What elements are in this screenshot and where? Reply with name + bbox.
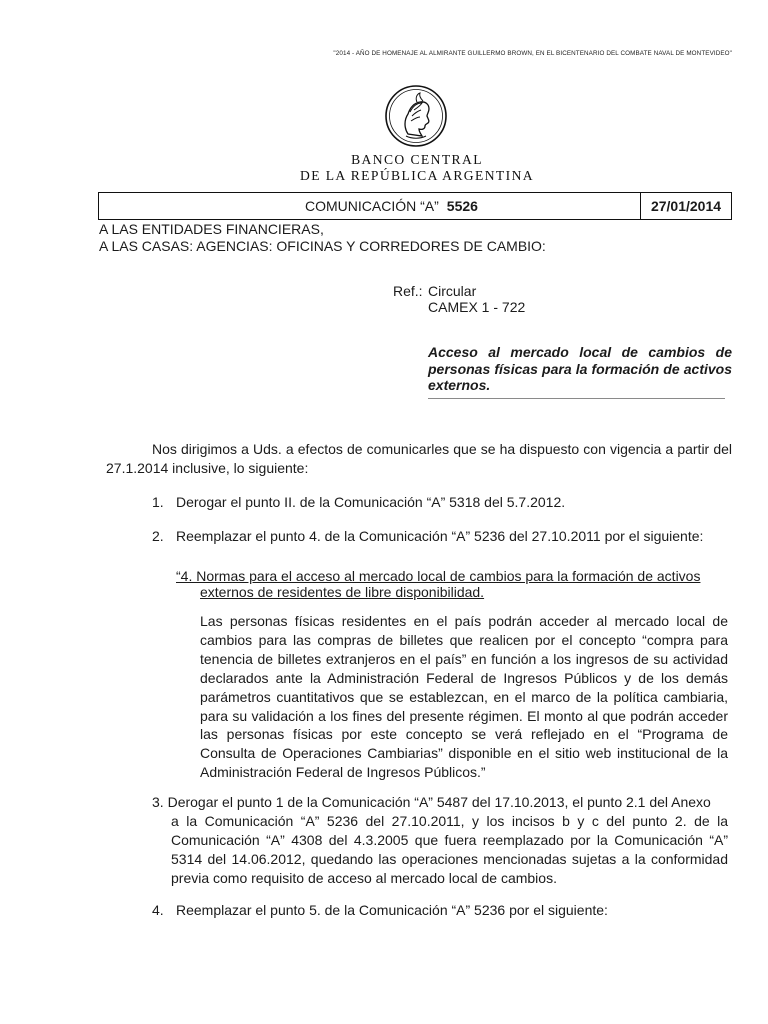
list-item-number: 4. xyxy=(152,902,164,918)
communication-box xyxy=(98,192,732,220)
list-item-text-continuation: a la Comunicación “A” 5236 del 27.10.2011, y los incisos b y c del punto 2. de la Comunicación “A” 4308 del 4.3.2005 que fuera reemplazado por la Comunicación “A” 5314 del 14.06.2012, quedando las operaciones mencionadas sujetas a la conformidad previa como requisito de acceso al mercado local de cambios. xyxy=(171,813,728,886)
commemorative-motto: "2014 - AÑO DE HOMENAJE AL ALMIRANTE GUILLERMO BROWN, EN EL BICENTENARIO DEL COMBATE NAVAL DE MONTEVIDEO" xyxy=(333,50,732,57)
list-item-text: Reemplazar el punto 4. de la Comunicación “A” 5236 del 27.10.2011 por el siguiente: xyxy=(176,528,704,544)
reference-line2: CAMEX 1 - 722 xyxy=(428,299,526,315)
subject-text: Acceso al mercado local de cambios de personas físicas para la formación de activos externos. xyxy=(428,344,732,393)
reference-block xyxy=(393,283,525,315)
list-item xyxy=(152,901,608,920)
quoted-section-heading xyxy=(176,568,732,600)
list-item-number: 1. xyxy=(152,494,164,510)
addressee-block xyxy=(99,221,546,255)
list-item xyxy=(152,793,728,888)
bank-seal-icon xyxy=(384,84,448,148)
communication-date: 27/01/2014 xyxy=(650,198,722,214)
quoted-heading-line1: “4. Normas para el acceso al mercado local de cambios para la formación de activos xyxy=(176,568,701,584)
communication-title xyxy=(99,193,641,219)
intro-paragraph: Nos dirigimos a Uds. a efectos de comunicarles que se ha dispuesto con vigencia a partir del 27.1.2014 inclusive, lo siguiente: xyxy=(106,441,732,476)
quoted-section-text: Las personas físicas residentes en el país podrán acceder al mercado local de cambios para las compras de billetes que realicen por el concepto “compra para tenencia de billetes extranjeros en el país” en función a los ingresos de su actividad declarados ante la Administración Federal de Ingresos Públicos y de los demás parámetros cuantitativos que se establezcan, en el marco de la política cambiaria, para su validación a los fines del presente régimen. El monto al que podrán acceder las personas físicas por este concepto se verá reflejado en el “Programa de Consulta de Operaciones Cambiarias” disponible en el sitio web institucional de la Administración Federal de Ingresos Públicos.” xyxy=(200,613,728,781)
list-item-text: Derogar el punto II. de la Comunicación “A” 5318 del 5.7.2012. xyxy=(176,494,566,510)
list-item-text: Reemplazar el punto 5. de la Comunicación “A” 5236 por el siguiente: xyxy=(176,902,608,918)
reference-line1: Circular xyxy=(428,283,477,299)
communication-label: COMUNICACIÓN “A” xyxy=(305,198,439,214)
list-item xyxy=(152,527,703,546)
bank-name-line2: DE LA REPÚBLICA ARGENTINA xyxy=(300,167,534,183)
quoted-heading-line2: externos de residentes de libre disponibilidad. xyxy=(200,584,485,600)
bank-name-line1: BANCO CENTRAL xyxy=(351,152,483,167)
subject-divider xyxy=(428,398,725,399)
reference-label: Ref.: xyxy=(393,283,423,299)
bank-name xyxy=(292,152,542,183)
addressee-line1: A LAS ENTIDADES FINANCIERAS, xyxy=(99,221,324,237)
addressee-line2: A LAS CASAS: AGENCIAS: OFICINAS Y CORREDORES DE CAMBIO: xyxy=(99,238,546,254)
list-item-number: 3. xyxy=(152,794,164,810)
list-item xyxy=(152,493,565,512)
communication-number: 5526 xyxy=(446,198,478,214)
list-item-text-first-line: Derogar el punto 1 de la Comunicación “A” 5487 del 17.10.2013, el punto 2.1 del Anexo xyxy=(167,794,711,810)
list-item-number: 2. xyxy=(152,528,164,544)
